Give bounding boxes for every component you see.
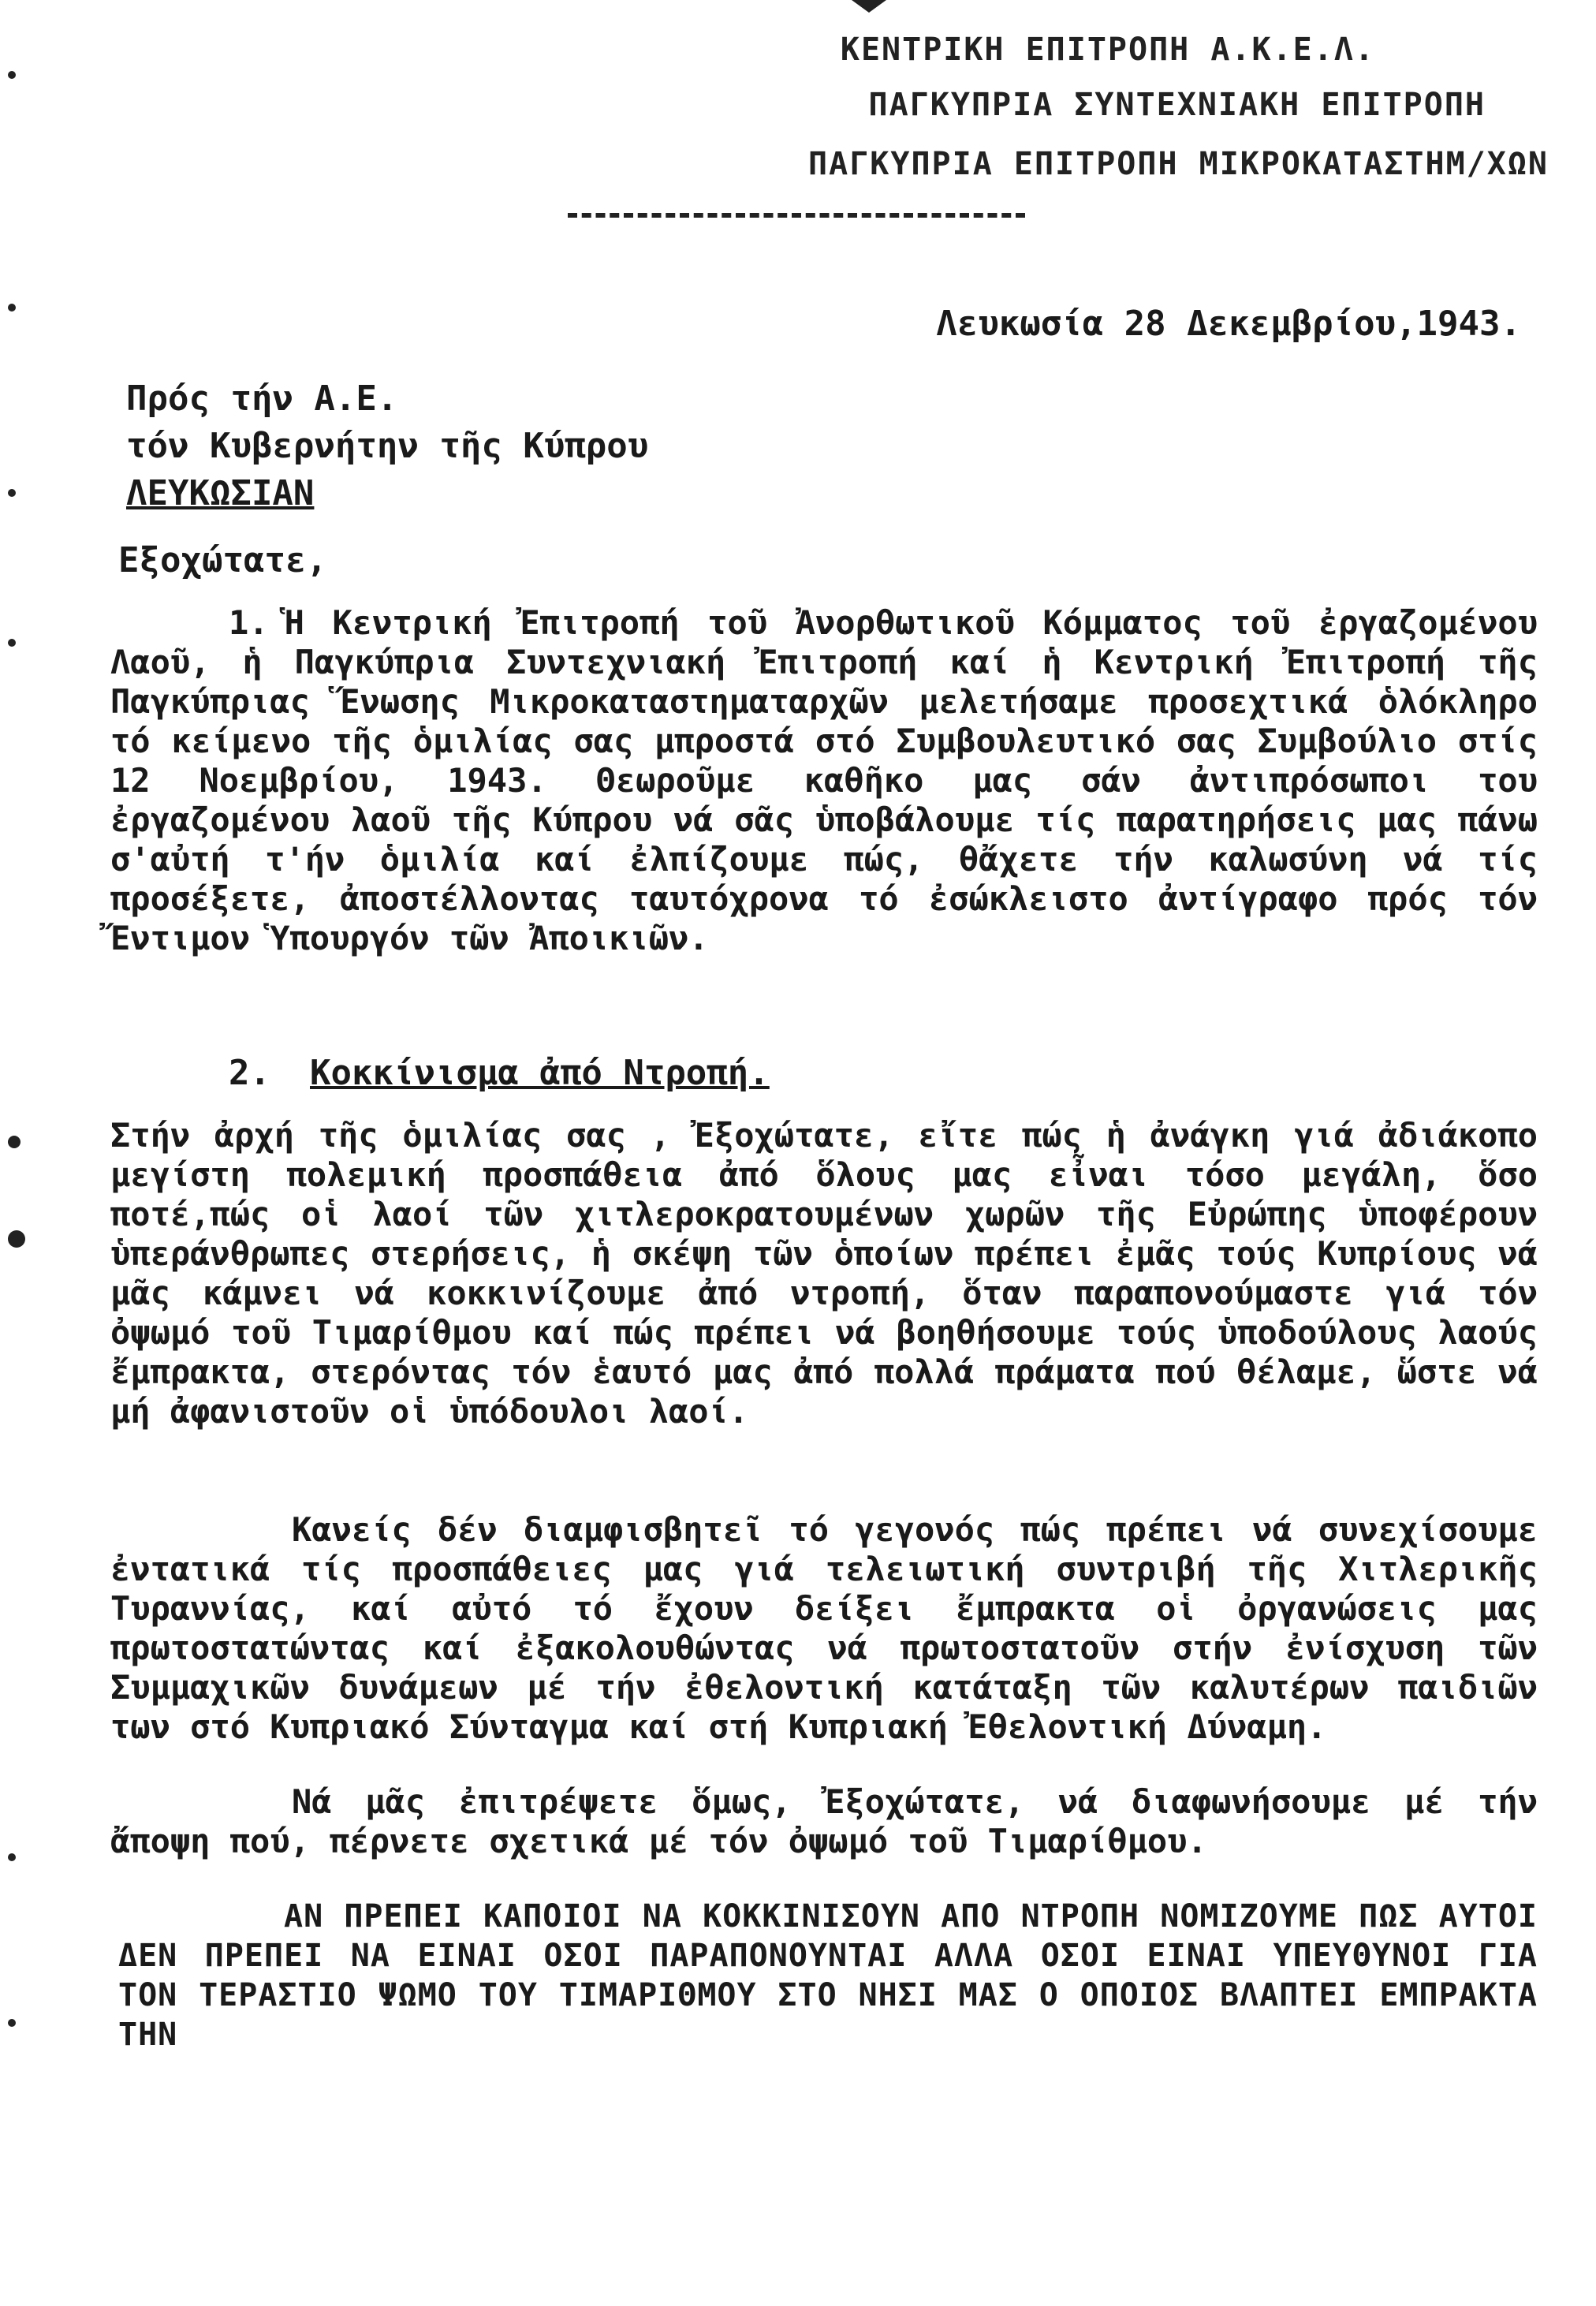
section-2-paragraph-2-text: Κανείς δέν διαμφισβητεῖ τό γεγονός πώς πρέπει νά συνεχίσουμε ἐντατικά τίς προσπάθειες μας γιά τελειωτική συντριβή τῆς Χιτλερικῆς Τυραννίας, καί αὐτό τό ἔχουν δείξει ἔμπρακτα οἱ ὀργανώσεις μας πρωτοστατώντας καί ἐξακολουθώντας νά πρωτοστατοῦν στήν ἐνίσχυση τῶν Συμμαχικῶν δυνάμεων μέ τήν ἐθελοντική κατάταξη τῶν καλυτέρων παιδιῶν των στό Κυπριακό Σύνταγμα καί στή Κυπριακή Ἐθελοντική Δύναμη.	[110, 1510, 1538, 1746]
header-line-2: ΠΑΓΚΥΠΡΙΑ ΣΥΝΤΕΧΝΙΑΚΗ ΕΠΙΤΡΟΠΗ	[868, 87, 1486, 123]
margin-mark	[8, 304, 16, 312]
salutation: Εξοχώτατε,	[118, 540, 327, 580]
address-line-1: Πρός τήν Α.Ε.	[126, 379, 398, 419]
section-1-number: 1.	[229, 603, 269, 642]
margin-mark	[8, 1136, 21, 1148]
section-2-paragraph-3-text: Νά μᾶς ἐπιτρέψετε ὅμως, Ἐξοχώτατε, νά διαφωνήσουμε μέ τήν ἄποψη πού, πέρνετε σχετικά μέ τόν ὀψωμό τοῦ Τιμαρίθμου.	[110, 1782, 1538, 1860]
section-2-paragraph-1	[110, 1116, 1538, 1431]
section-2-paragraph-2	[110, 1510, 1538, 1747]
section-2-paragraph-3	[110, 1782, 1538, 1861]
section-2-heading	[229, 1053, 770, 1093]
address-line-2: τόν Κυβερνήτην τῆς Κύπρου	[126, 426, 649, 466]
section-1-paragraph	[110, 603, 1538, 958]
section-2-title: Κοκκίνισμα ἀπό Ντροπή.	[309, 1053, 770, 1093]
header-line-1: ΚΕΝΤΡΙΚΗ ΕΠΙΤΡΟΠΗ Α.Κ.Ε.Λ.	[840, 32, 1375, 68]
header-divider	[568, 213, 1025, 218]
margin-mark	[8, 1230, 25, 1248]
capitals-paragraph	[118, 1897, 1538, 2054]
address-line-3: ΛΕΥΚΩΣΙΑΝ	[126, 473, 315, 513]
margin-mark	[8, 1853, 16, 1861]
margin-mark	[8, 71, 16, 79]
top-arrow-mark	[852, 0, 886, 13]
section-2-number: 2.	[229, 1053, 270, 1093]
section-1-text: Ἡ Κεντρική Ἐπιτροπή τοῦ Ἀνορθωτικοῦ Κόμματος τοῦ ἐργαζομένου Λαοῦ, ἡ Παγκύπρια Συντεχνιακή Ἐπιτροπή καί ἡ Κεντρική Ἐπιτροπή τῆς Παγκύπριας Ἕνωσης Μικροκαταστηματαρχῶν μελετήσαμε προσεχτικά ὁλόκληρο τό κείμενο τῆς ὁμιλίας σας μπροστά στό Συμβουλευτικό σας Συμβούλιο στίς 12 Νοεμβρίου, 1943. Θεωροῦμε καθῆκο μας σάν ἀντιπρόσωποι του ἐργαζομένου λαοῦ τῆς Κύπρου νά σᾶς ὑποβάλουμε τίς παρατηρήσεις μας πάνω σ'αὐτή τ'ήν ὁμιλία καί ἐλπίζουμε πώς, θἄχετε τήν καλωσύνη νά τίς προσέξετε, ἀποστέλλοντας ταυτόχρονα τό ἐσώκλειστο ἀντίγραφο πρός τόν Ἔντιμον Ὑπουργόν τῶν Ἀποικιῶν.	[110, 603, 1538, 957]
section-2-paragraph-1-text: Στήν ἀρχή τῆς ὁμιλίας σας , Ἐξοχώτατε, εἴτε πώς ἡ ἀνάγκη γιά ἀδιάκοπο μεγίστη πολεμική προσπάθεια ἀπό ὅλους μας εἶναι τόσο μεγάλη, ὅσο ποτέ,πώς οἱ λαοί τῶν χιτλεροκρατουμένων χωρῶν τῆς Εὐρώπης ὑποφέρουν ὑπεράνθρωπες στερήσεις, ἡ σκέψη τῶν ὁποίων πρέπει ἐμᾶς τούς Κυπρίους νά μᾶς κάμνει νά κοκκινίζουμε ἀπό ντροπή, ὅταν παραπονούμαστε γιά τόν ὀψωμό τοῦ Τιμαρίθμου καί πώς πρέπει νά βοηθήσουμε τούς ὑποδούλους λαούς ἔμπρακτα, στερόντας τόν ἑαυτό μας ἀπό πολλά πράματα πού θέλαμε, ὥστε νά μή ἀφανιστοῦν οἱ ὑπόδουλοι λαοί.	[110, 1116, 1538, 1431]
margin-mark	[8, 2019, 16, 2027]
dateline: Λευκωσία 28 Δεκεμβρίου,1943.	[936, 304, 1521, 344]
capitals-paragraph-text: ΑΝ ΠΡΕΠΕΙ ΚΑΠΟΙΟΙ ΝΑ ΚΟΚΚΙΝΙΣΟΥΝ ΑΠΟ ΝΤΡΟΠΗ ΝΟΜΙΖΟΥΜΕ ΠΩΣ ΑΥΤΟΙ ΔΕΝ ΠΡΕΠΕΙ ΝΑ ΕΙΝΑΙ ΟΣΟΙ ΠΑΡΑΠΟΝΟΥΝΤΑΙ ΑΛΛΑ ΟΣΟΙ ΕΙΝΑΙ ΥΠΕΥΘΥΝΟΙ ΓΙΑ ΤΟΝ ΤΕΡΑΣΤΙΟ ΨΩΜΟ ΤΟΥ ΤΙΜΑΡΙΘΜΟΥ ΣΤΟ ΝΗΣΙ ΜΑΣ Ο ΟΠΟΙΟΣ ΒΛΑΠΤΕΙ ΕΜΠΡΑΚΤΑ ΤΗΝ	[118, 1898, 1538, 2053]
header-line-3: ΠΑΓΚΥΠΡΙΑ ΕΠΙΤΡΟΠΗ ΜΙΚΡΟΚΑΤΑΣΤΗΜ/ΧΩΝ	[808, 146, 1549, 182]
margin-mark	[8, 489, 16, 497]
margin-mark	[8, 639, 16, 647]
